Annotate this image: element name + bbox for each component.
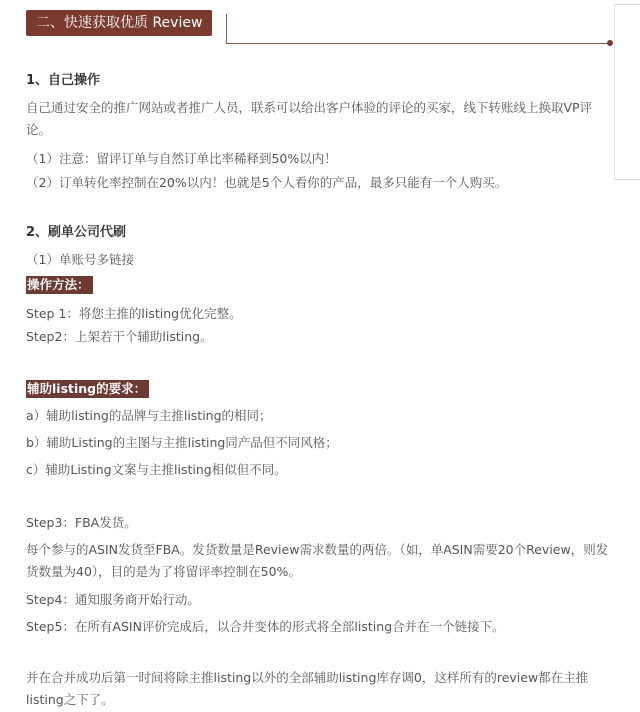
requirements-label: 辅助listing的要求： (26, 380, 149, 398)
step-3-detail: 每个参与的ASIN发货至FBA。发货数量是Review需求数量的两倍。（如，单ASIN需要20个Review，则发货数量为40），目的是为了将留评率控制在50%。 (26, 542, 609, 579)
header-divider-vertical (226, 14, 227, 44)
requirement-b: b）辅助Listing的主图与主推listing同产品但不同风格； (26, 435, 338, 450)
header-divider-dot (607, 40, 613, 46)
header-divider-horizontal (226, 43, 610, 44)
step-1: Step 1：将您主推的listing优化完整。 (26, 306, 242, 321)
final-paragraph: 并在合并成功后第一时间将除主推listing以外的全部辅助listing库存调0，这样所有的review都在主推listing之下了。 (26, 670, 589, 707)
step-4: Step4：通知服务商开始行动。 (26, 592, 200, 607)
requirement-c: c）辅助Listing文案与主推listing相似但不同。 (26, 462, 287, 477)
part1-heading: 1、自己操作 (26, 73, 101, 88)
section-title-badge: 二、快速获取优质 Review (26, 10, 212, 36)
step-2: Step2：上架若干个辅助listing。 (26, 329, 213, 344)
step-5: Step5：在所有ASIN评价完成后，以合并变体的形式将全部listing合并在一个链接下。 (26, 619, 505, 634)
part1-note-1: （1）注意：留评订单与自然订单比率稀释到50%以内！ (26, 151, 337, 166)
part2-sub-1: （1）单账号多链接 (26, 252, 134, 267)
side-panel-edge (614, 4, 640, 180)
step-3: Step3：FBA发货。 (26, 515, 137, 530)
requirement-a: a）辅助listing的品牌与主推listing的相同； (26, 408, 272, 423)
part1-note-2: （2）订单转化率控制在20%以内！也就是5个人看你的产品，最多只能有一个人购买。 (26, 175, 508, 190)
part2-heading: 2、刷单公司代刷 (26, 225, 127, 240)
part1-intro: 自己通过安全的推广网站或者推广人员，联系可以给出客户体验的评论的买家，线下转账线上换取VP评论。 (26, 100, 593, 137)
method-label: 操作方法： (26, 276, 93, 294)
